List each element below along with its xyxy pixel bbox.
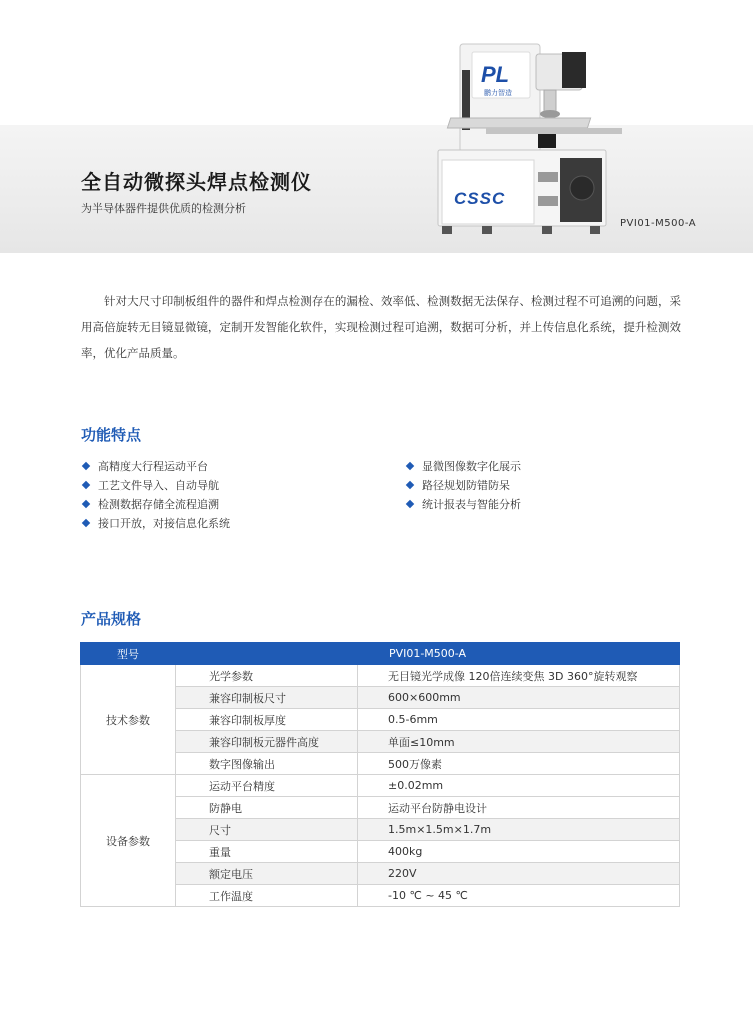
feature-item: 接口开放，对接信息化系统	[83, 515, 230, 533]
spec-group-label: 设备参数	[81, 775, 176, 907]
spec-key: 工作温度	[176, 885, 358, 907]
diamond-bullet-icon	[406, 481, 414, 489]
model-tag: PVI01-M500-A	[620, 218, 697, 229]
feature-item: 路径规划防错防呆	[407, 477, 510, 495]
diamond-bullet-icon	[82, 500, 90, 508]
page-title: 全自动微探头焊点检测仪	[81, 170, 312, 194]
spec-key: 额定电压	[176, 863, 358, 885]
spec-key: 重量	[176, 841, 358, 863]
features-heading: 功能特点	[81, 426, 142, 444]
feature-item: 检测数据存储全流程追溯	[83, 496, 219, 514]
spec-value: -10 ℃ ~ 45 ℃	[358, 885, 680, 907]
spec-value: 220V	[358, 863, 680, 885]
spec-value: 0.5-6mm	[358, 709, 680, 731]
spec-value: 单面≤10mm	[358, 731, 680, 753]
intro-paragraph: 针对大尺寸印制板组件的器件和焊点检测存在的漏检、效率低、检测数据无法保存、检测过程不可追溯的问题，采用高倍旋转无目镜显微镜，定制开发智能化软件，实现检测过程可追溯，数据可分析，并上传信息化系统，提升检测效率，优化产品质量。	[81, 294, 681, 360]
diamond-bullet-icon	[82, 462, 90, 470]
spec-group-label: 技术参数	[81, 665, 176, 775]
spec-value: ±0.02mm	[358, 775, 680, 797]
spec-header-value: PVI01-M500-A	[176, 643, 680, 665]
feature-item: 统计报表与智能分析	[407, 496, 521, 514]
spec-key: 兼容印制板尺寸	[176, 687, 358, 709]
spec-value: 600×600mm	[358, 687, 680, 709]
feature-item: 显微图像数字化展示	[407, 458, 521, 476]
spec-key: 兼容印制板厚度	[176, 709, 358, 731]
diamond-bullet-icon	[82, 519, 90, 527]
spec-key: 防静电	[176, 797, 358, 819]
spec-value: 无目镜光学成像 120倍连续变焦 3D 360°旋转观察	[358, 665, 680, 687]
feature-item: 高精度大行程运动平台	[83, 458, 208, 476]
spec-key: 运动平台精度	[176, 775, 358, 797]
spec-value: 1.5m×1.5m×1.7m	[358, 819, 680, 841]
table-row	[81, 775, 680, 797]
cssc-logo: CSSC	[454, 189, 506, 208]
diamond-bullet-icon	[406, 500, 414, 508]
spec-key: 数字图像输出	[176, 753, 358, 775]
spec-value: 运动平台防静电设计	[358, 797, 680, 819]
spec-header-label: 型号	[81, 643, 176, 665]
table-row	[81, 665, 680, 687]
spec-header-row	[81, 643, 680, 665]
spec-value: 500万像素	[358, 753, 680, 775]
spec-key: 光学参数	[176, 665, 358, 687]
diamond-bullet-icon	[406, 462, 414, 470]
spec-key: 尺寸	[176, 819, 358, 841]
spec-heading: 产品规格	[81, 610, 142, 628]
logo-pl: PL	[481, 62, 510, 87]
spec-table	[80, 642, 680, 907]
diamond-bullet-icon	[82, 481, 90, 489]
spec-value: 400kg	[358, 841, 680, 863]
feature-item: 工艺文件导入、自动导航	[83, 477, 219, 495]
spec-key: 兼容印制板元器件高度	[176, 731, 358, 753]
page-subtitle: 为半导体器件提供优质的检测分析	[81, 202, 246, 215]
logo-caption: 鹏力智造	[484, 89, 512, 97]
machine-image	[432, 40, 622, 240]
